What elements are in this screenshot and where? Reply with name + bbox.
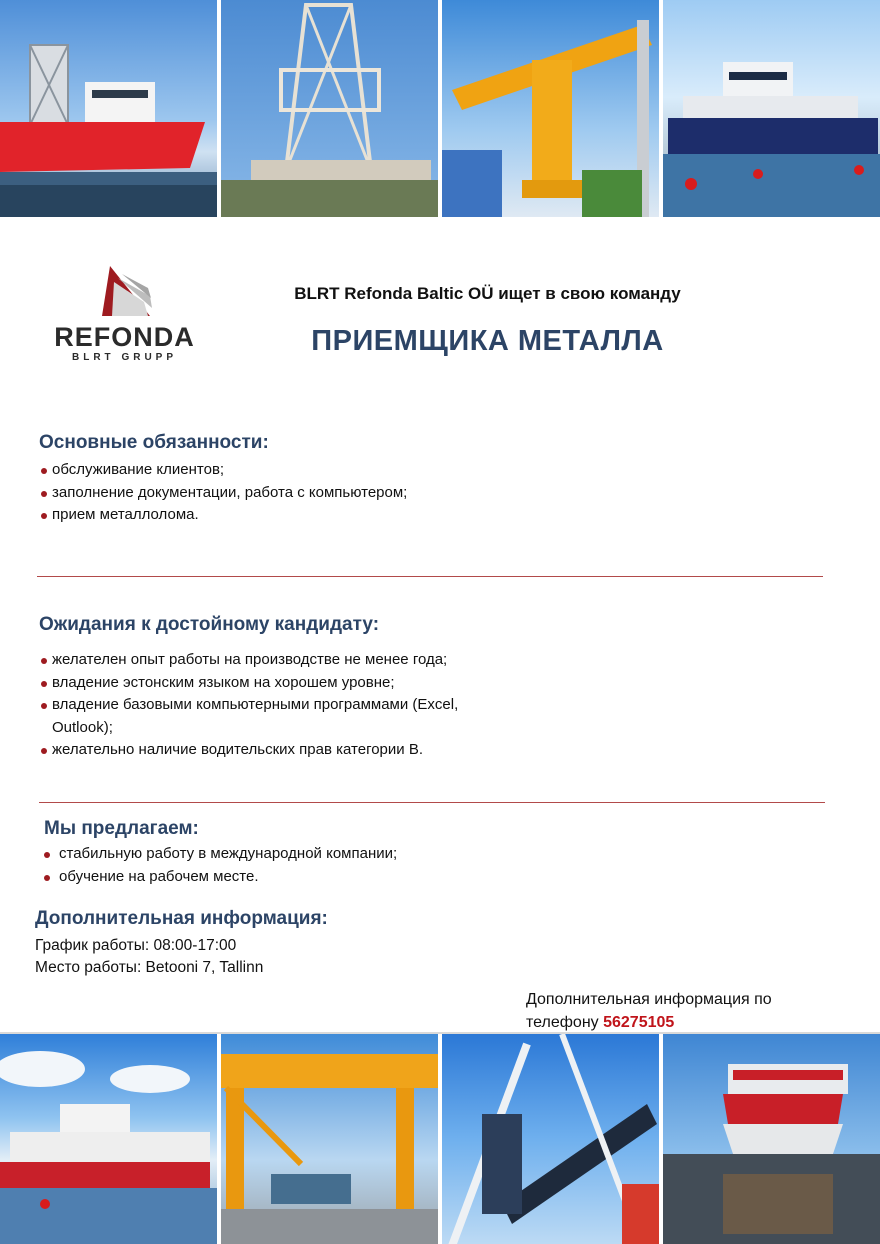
top-photo-strip — [0, 0, 880, 217]
list-item: владение эстонским языком на хорошем уровне; — [39, 672, 509, 695]
section-divider — [37, 576, 823, 577]
ship-drydock-photo — [663, 1034, 880, 1244]
list-item: желательно наличие водительских прав категории B. — [39, 739, 509, 762]
offer-heading: Мы предлагаем: — [44, 818, 199, 839]
work-schedule: График работы: 08:00-17:00 — [35, 937, 237, 954]
logo-emblem-icon — [52, 262, 197, 322]
supply-vessel-photo — [0, 0, 217, 217]
duties-list — [39, 459, 639, 527]
expectations-list — [39, 649, 509, 762]
list-item: обучение на рабочем месте. — [37, 866, 637, 889]
list-item: обслуживание клиентов; — [39, 459, 639, 482]
logo-subtitle: BLRT GRUPP — [72, 352, 177, 363]
barge-photo — [663, 0, 880, 217]
logo-wordmark: REFONDA — [54, 322, 195, 352]
expectations-heading: Ожидания к достойному кандидату: — [39, 614, 380, 635]
refonda-logo — [52, 262, 197, 368]
hiring-subtitle: BLRT Refonda Baltic OÜ ищет в свою команду — [294, 284, 681, 303]
work-vessel-photo — [0, 1034, 217, 1244]
contact-info — [526, 988, 846, 1034]
offer-list — [37, 843, 637, 888]
contact-text: Дополнительная информация по телефону — [526, 991, 772, 1031]
list-item: стабильную работу в международной компании; — [37, 843, 637, 866]
list-item: желателен опыт работы на производстве не менее года; — [39, 649, 509, 672]
bottom-photo-strip — [0, 1032, 880, 1244]
section-divider — [39, 802, 825, 803]
list-item: владение базовыми компьютерными программами (Excel, Outlook); — [39, 694, 509, 739]
phone-number[interactable]: 56275105 — [603, 1014, 675, 1031]
ship-loader-photo — [442, 1034, 659, 1244]
yellow-crane-photo — [442, 0, 659, 217]
list-item: прием металлолома. — [39, 504, 639, 527]
job-title: ПРИЕМЩИКА МЕТАЛЛА — [311, 325, 664, 357]
work-location: Место работы: Betooni 7, Tallinn — [35, 959, 264, 976]
info-heading: Дополнительная информация: — [35, 908, 328, 929]
duties-heading: Основные обязанности: — [39, 432, 269, 453]
gantry-frame-photo — [221, 1034, 438, 1244]
drilling-tower-photo — [221, 0, 438, 217]
list-item: заполнение документации, работа с компьютером; — [39, 482, 639, 505]
